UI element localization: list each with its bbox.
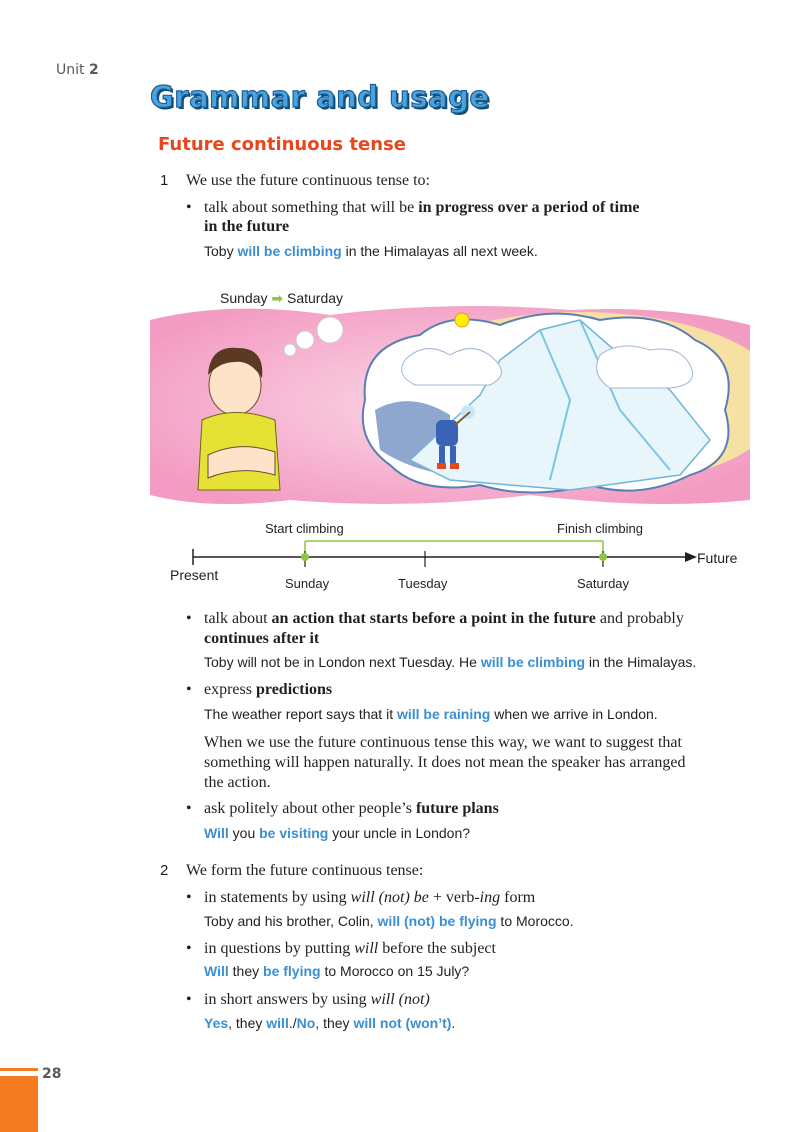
timeline-tick-label: Sunday: [285, 576, 330, 591]
timeline-present-label: Present: [170, 567, 219, 583]
section-intro-2: We form the future continuous tense:: [186, 862, 424, 879]
section-intro-1: We use the future continuous tense to:: [186, 172, 430, 189]
bullet-text: in questions by putting will before the subject: [204, 940, 496, 957]
bullet-icon: •: [186, 889, 192, 906]
timeline-end-dot: [599, 553, 607, 561]
bullet-text: ask politely about other people’s future plans: [204, 800, 499, 817]
bullet-text: express predictions: [204, 681, 333, 698]
illustration-caption: Sunday ➡ Saturday: [220, 290, 344, 306]
example-sentence: The weather report says that it will be raining when we arrive in London.: [204, 706, 658, 722]
note-text: When we use the future continuous tense this way, we want to suggest that: [204, 734, 682, 751]
bullet-icon: •: [186, 800, 192, 817]
example-sentence: Yes, they will./No, they will not (won’t).: [204, 1015, 456, 1031]
bullet-text-cont: continues after it: [204, 630, 320, 647]
page-number: 28: [42, 1066, 62, 1082]
bullet-icon: •: [186, 610, 192, 627]
arrow-right-icon: ➡: [271, 290, 284, 306]
bullet-text: talk about an action that starts before a point in the future and probably: [204, 610, 684, 627]
example-sentence: Toby and his brother, Colin, will (not) be flying to Morocco.: [204, 913, 574, 929]
timeline-future-label: Future: [697, 550, 738, 566]
bullet-icon: •: [186, 940, 192, 957]
example-sentence: Will they be flying to Morocco on 15 July?: [204, 963, 470, 979]
note-text: the action.: [204, 774, 271, 791]
page-accent-bar: [0, 1076, 38, 1132]
timeline-tick-label: Tuesday: [398, 576, 448, 591]
toby-climbing-illustration: [150, 300, 750, 510]
timeline-diagram: [185, 535, 705, 575]
section-subtitle: Future continuous tense: [158, 134, 406, 155]
note-text: something will happen naturally. It does not mean the speaker has arranged: [204, 754, 686, 771]
timeline-arrow-icon: [685, 552, 697, 562]
section-number-2: 2: [160, 862, 169, 879]
page-accent-line: [0, 1068, 38, 1071]
timeline-finish-label: Finish climbing: [557, 521, 643, 536]
page-title: Grammar and usage: [150, 80, 490, 114]
timeline-tick-label: Saturday: [577, 576, 630, 591]
timeline-start-label: Start climbing: [265, 521, 344, 536]
timeline-start-dot: [301, 553, 309, 561]
bullet-text: talk about something that will be in progress over a period of time: [204, 199, 640, 216]
example-sentence: Will you be visiting your uncle in London?: [204, 825, 471, 841]
example-sentence: Toby will be climbing in the Himalayas all next week.: [204, 243, 538, 259]
unit-label: Unit 2: [56, 62, 99, 78]
example-sentence: Toby will not be in London next Tuesday. He will be climbing in the Himalayas.: [204, 654, 697, 670]
section-number-1: 1: [160, 172, 169, 189]
bullet-icon: •: [186, 199, 192, 216]
bullet-text: in short answers by using will (not): [204, 991, 430, 1008]
bullet-text-cont: in the future: [204, 218, 290, 235]
bullet-icon: •: [186, 991, 192, 1008]
bullet-text: in statements by using will (not) be + verb-ing form: [204, 889, 536, 906]
bullet-icon: •: [186, 681, 192, 698]
